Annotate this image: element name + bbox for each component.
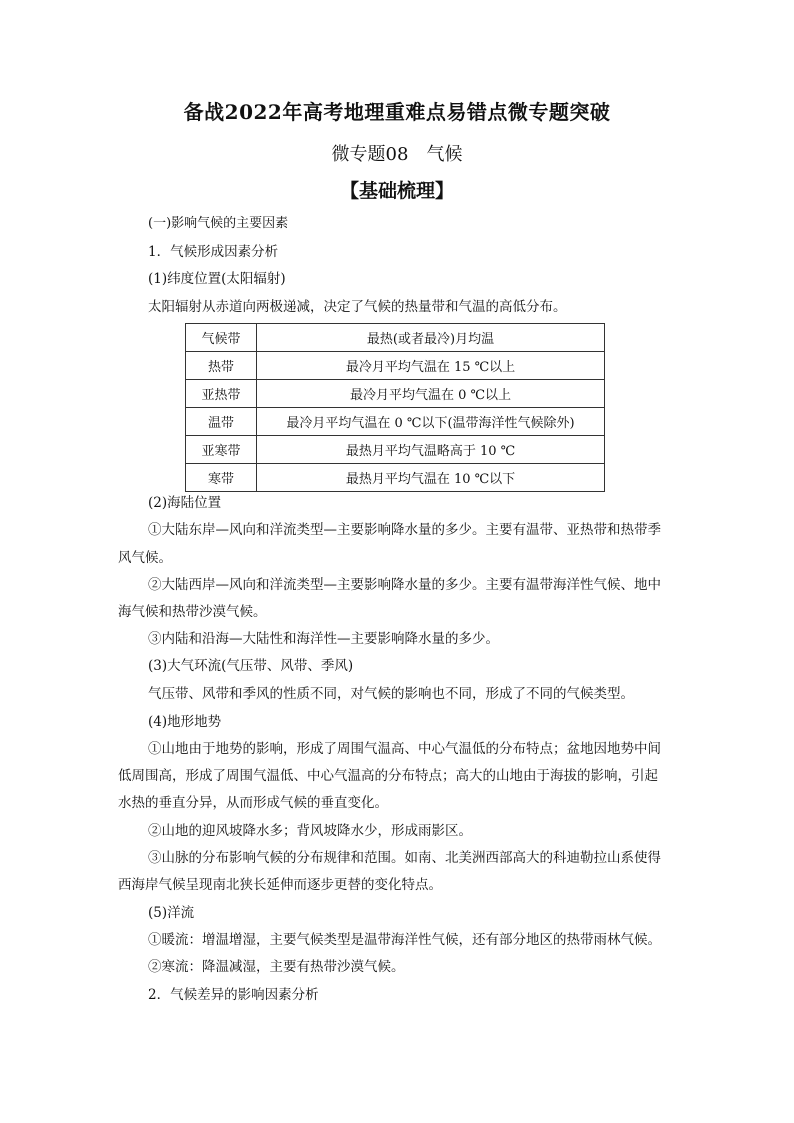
table-row xyxy=(186,380,605,408)
table-header-row xyxy=(186,324,605,352)
document-subtitle: 微专题08 气候 xyxy=(331,144,463,165)
heading-circulation: (3)大气环流(气压带、风带、季风) xyxy=(148,658,354,674)
heading-land-sea: (2)海陆位置 xyxy=(148,495,222,511)
table-cell: 亚寒带 xyxy=(186,436,257,464)
table-cell: 最冷月平均气温在 0 ℃以下(温带海洋性气候除外) xyxy=(257,408,605,436)
paragraph-terrain-1: ①山地由于地势的影响，形成了周围气温高、中心气温低的分布特点；盆地因地势中间 xyxy=(148,741,661,757)
paragraph-terrain-3: ③山脉的分布影响气候的分布规律和范围。如南、北美洲西部高大的科迪勒拉山系使得 xyxy=(148,850,661,866)
table-cell: 寒带 xyxy=(186,464,257,492)
paragraph-warm-current: ①暖流：增温增湿，主要气候类型是温带海洋性气候，还有部分地区的热带雨林气候。 xyxy=(148,932,661,948)
paragraph-terrain-1-cont: 低周围高，形成了周围气温低、中心气温高的分布特点；高大的山地由于海拔的影响，引起 xyxy=(118,768,658,784)
paragraph-terrain-1-cont2: 水热的垂直分异，从而形成气候的垂直变化。 xyxy=(118,795,388,811)
table-cell: 最冷月平均气温在 15 ℃以上 xyxy=(257,352,605,380)
paragraph-east-coast: ①大陆东岸—风向和洋流类型—主要影响降水量的多少。主要有温带、亚热带和热带季 xyxy=(148,522,661,538)
table-cell: 亚热带 xyxy=(186,380,257,408)
paragraph-inland: ③内陆和沿海—大陆性和海洋性—主要影响降水量的多少。 xyxy=(148,631,499,647)
table-header-cell: 气候带 xyxy=(186,324,257,352)
document-title: 备战2022年高考地理重难点易错点微专题突破 xyxy=(183,100,611,124)
heading-latitude: (1)纬度位置(太阳辐射) xyxy=(148,271,286,287)
table-header-cell: 最热(或者最冷)月均温 xyxy=(257,324,605,352)
paragraph-terrain-3-cont: 西海岸气候呈现南北狭长延伸而逐步更替的变化特点。 xyxy=(118,877,442,893)
paragraph-solar: 太阳辐射从赤道向两极递减，决定了气候的热量带和气温的高低分布。 xyxy=(148,299,567,315)
paragraph-circulation: 气压带、风带和季风的性质不同，对气候的影响也不同，形成了不同的气候类型。 xyxy=(148,686,634,702)
heading-currents: (5)洋流 xyxy=(148,905,195,921)
heading-terrain: (4)地形地势 xyxy=(148,714,222,730)
paragraph-terrain-2: ②山地的迎风坡降水多；背风坡降水少，形成雨影区。 xyxy=(148,823,472,839)
table-cell: 热带 xyxy=(186,352,257,380)
heading-differences: 2．气候差异的影响因素分析 xyxy=(148,987,319,1003)
heading-formation: 1．气候形成因素分析 xyxy=(148,244,279,260)
paragraph-cold-current: ②寒流：降温减湿，主要有热带沙漠气候。 xyxy=(148,959,405,975)
table-row xyxy=(186,464,605,492)
section-heading: 【基础梳理】 xyxy=(339,180,454,202)
table-cell: 最热月平均气温略高于 10 ℃ xyxy=(257,436,605,464)
table-row xyxy=(186,436,605,464)
table-row xyxy=(186,408,605,436)
table-cell: 最冷月平均气温在 0 ℃以上 xyxy=(257,380,605,408)
table-cell: 最热月平均气温在 10 ℃以下 xyxy=(257,464,605,492)
table-cell: 温带 xyxy=(186,408,257,436)
paragraph-east-coast-cont: 风气候。 xyxy=(118,550,172,566)
paragraph-west-coast-cont: 海气候和热带沙漠气候。 xyxy=(118,604,267,620)
climate-zone-table xyxy=(185,323,605,492)
table-row xyxy=(186,352,605,380)
paragraph-west-coast: ②大陆西岸—风向和洋流类型—主要影响降水量的多少。主要有温带海洋性气候、地中 xyxy=(148,577,661,593)
heading-factors: (一)影响气候的主要因素 xyxy=(148,216,289,231)
